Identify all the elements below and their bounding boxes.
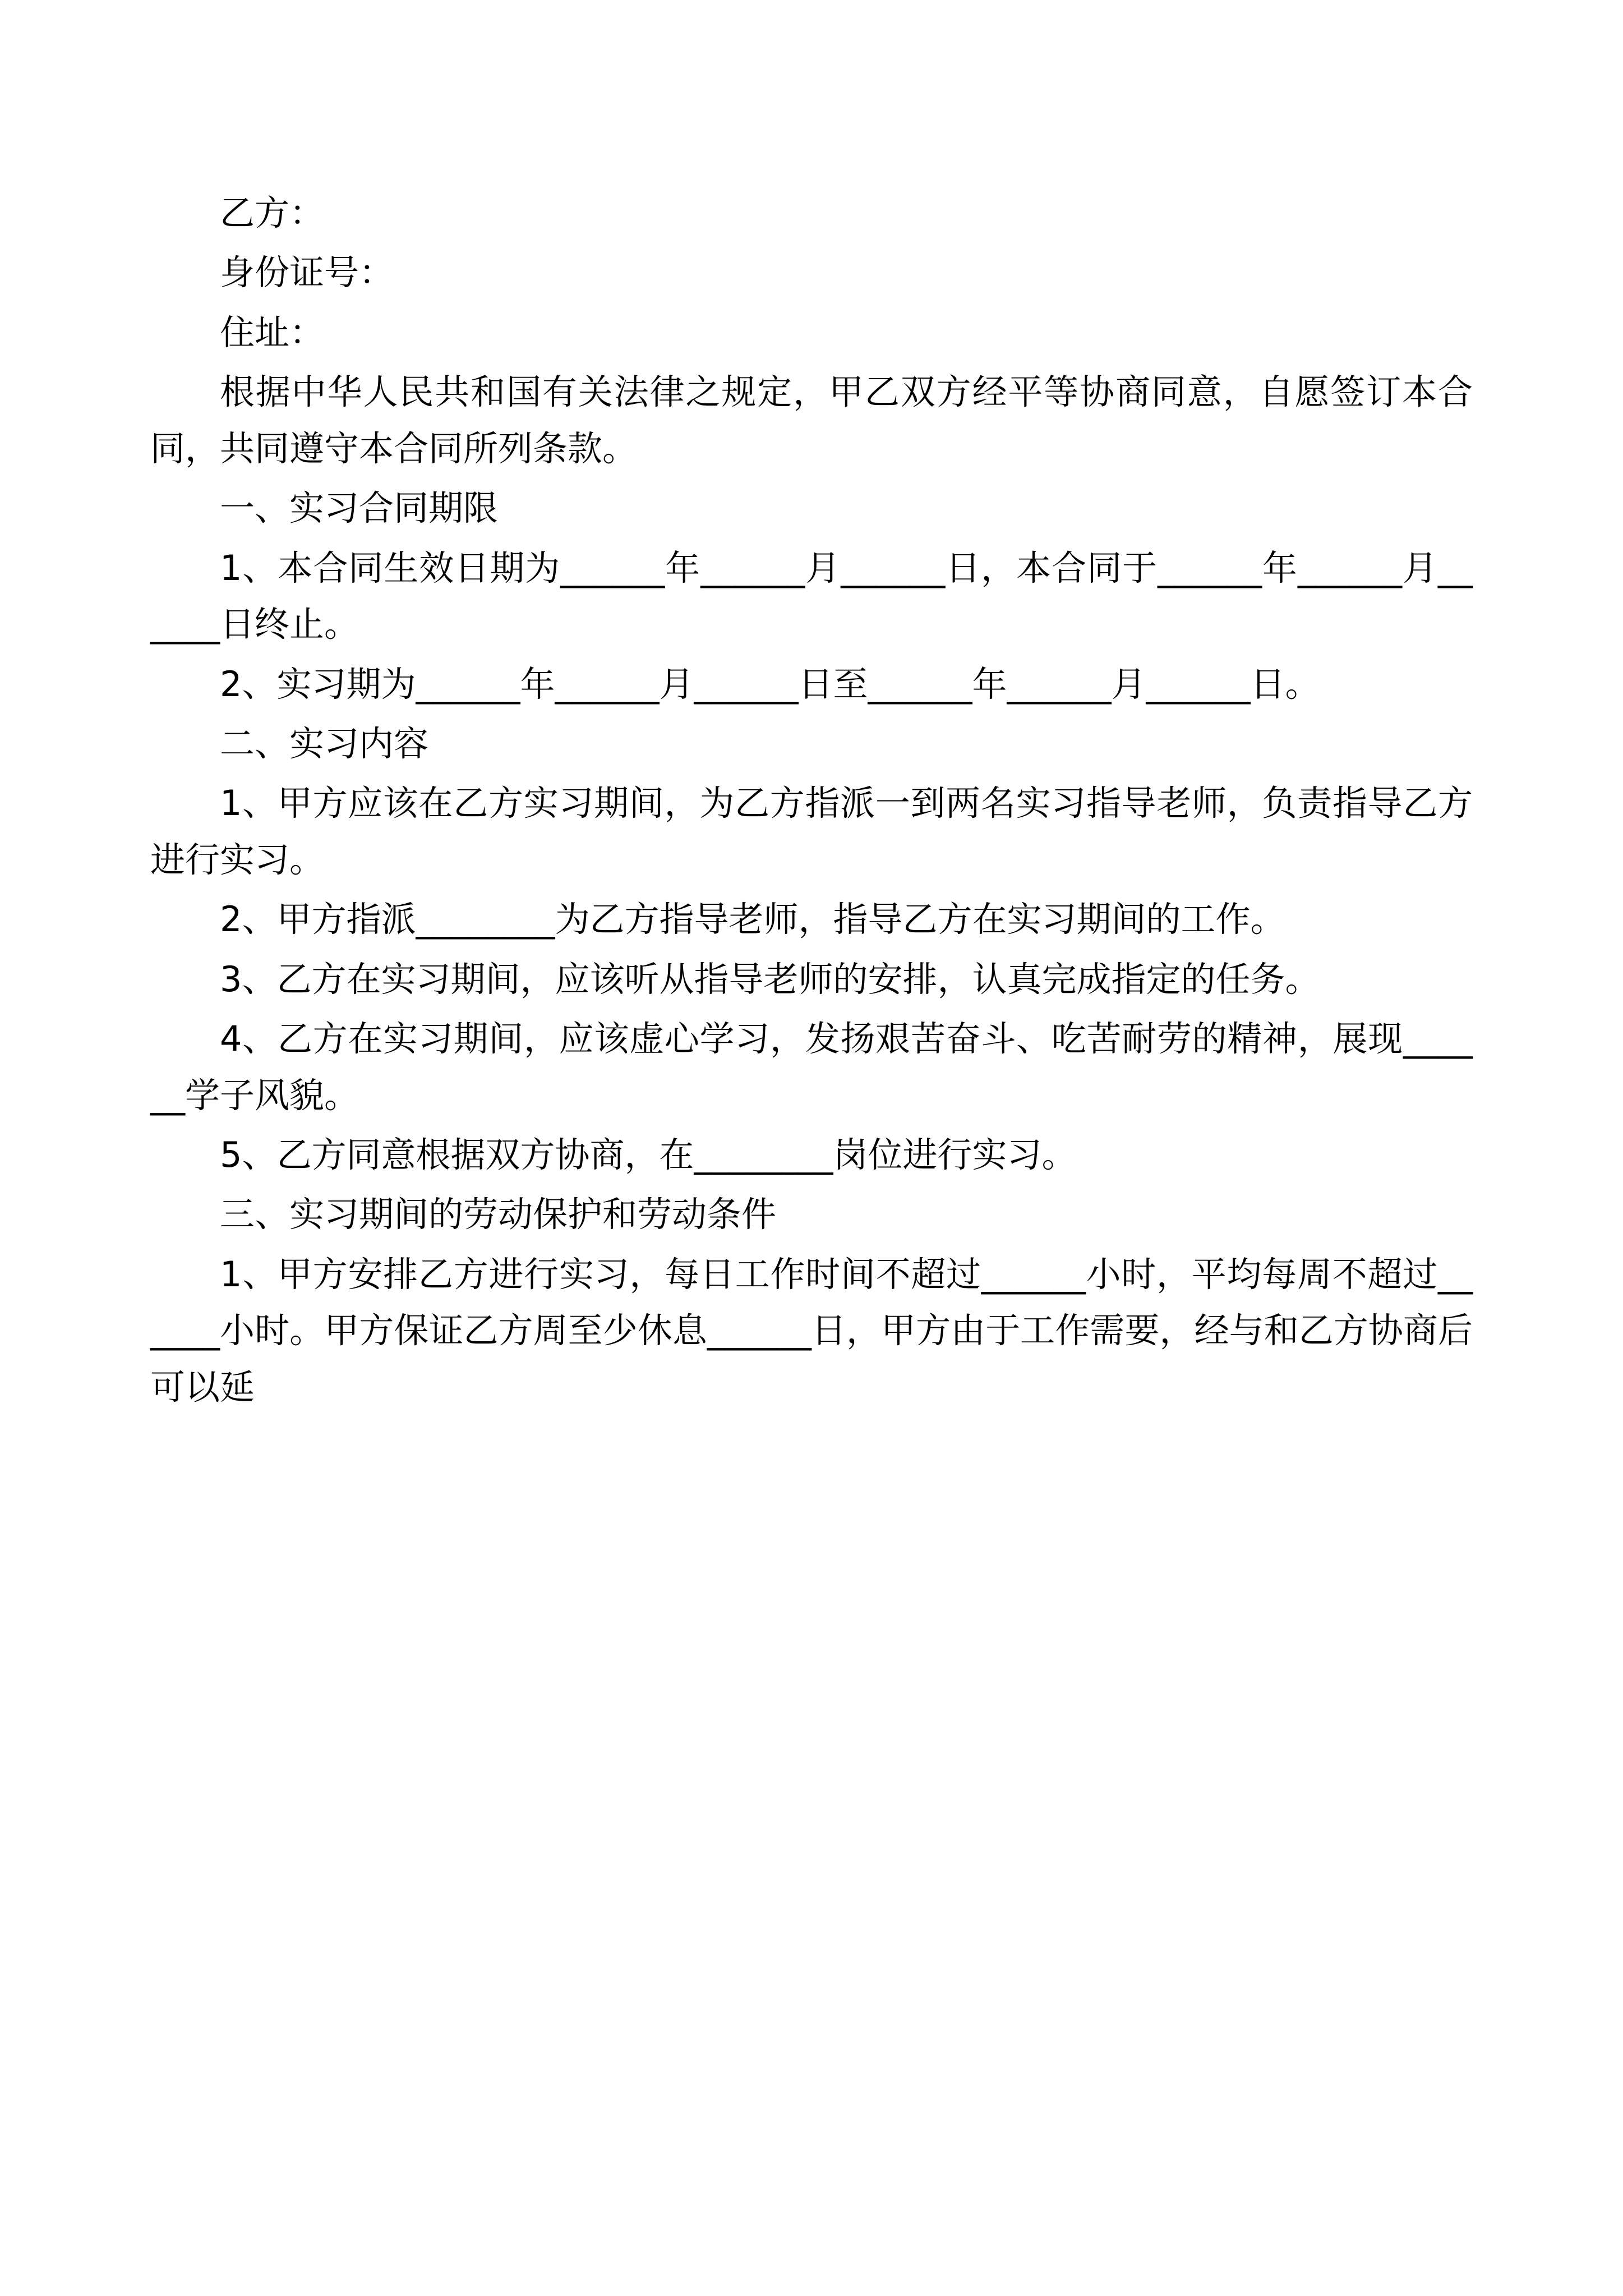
paragraph-id-number-label: 身份证号： bbox=[220, 252, 394, 293]
paragraph-section-1-item-2: 2、实习期为______年______月______日至______年______月______日。 bbox=[220, 663, 1320, 705]
paragraph-section-2-item-4: 4、乙方在实习期间，应该虚心学习，发扬艰苦奋斗、吃苦耐劳的精神，展现______学子风貌。 bbox=[150, 1018, 1473, 1116]
document-body bbox=[150, 185, 1473, 1415]
paragraph-section-2-item-1: 1、甲方应该在乙方实习期间，为乙方指派一到两名实习指导老师，负责指导乙方进行实习。 bbox=[150, 783, 1473, 880]
heading-section-2: 二、实习内容 bbox=[220, 723, 429, 764]
heading-section-1: 一、实习合同期限 bbox=[220, 487, 499, 529]
paragraph-party-b-label: 乙方： bbox=[220, 192, 325, 233]
paragraph-section-3-item-1: 1、甲方安排乙方进行实习，每日工作时间不超过______小时，平均每周不超过______小时。甲方保证乙方周至少休息______日，甲方由于工作需要，经与和乙方协商后可以延 bbox=[150, 1253, 1473, 1407]
paragraph-section-2-item-2: 2、甲方指派________为乙方指导老师，指导乙方在实习期间的工作。 bbox=[220, 899, 1285, 940]
heading-section-3: 三、实习期间的劳动保护和劳动条件 bbox=[220, 1194, 777, 1235]
paragraph-address-label: 住址： bbox=[220, 311, 325, 353]
paragraph-section-2-item-3: 3、乙方在实习期间，应该听从指导老师的安排，认真完成指定的任务。 bbox=[220, 958, 1320, 1000]
paragraph-section-2-item-5: 5、乙方同意根据双方协商，在________岗位进行实习。 bbox=[220, 1134, 1077, 1175]
paragraph-section-1-item-1: 1、本合同生效日期为______年______月______日，本合同于______年______月______日终止。 bbox=[150, 547, 1473, 645]
paragraph-preamble: 根据中华人民共和国有关法律之规定，甲乙双方经平等协商同意，自愿签订本合同，共同遵守本合同所列条款。 bbox=[150, 371, 1473, 469]
